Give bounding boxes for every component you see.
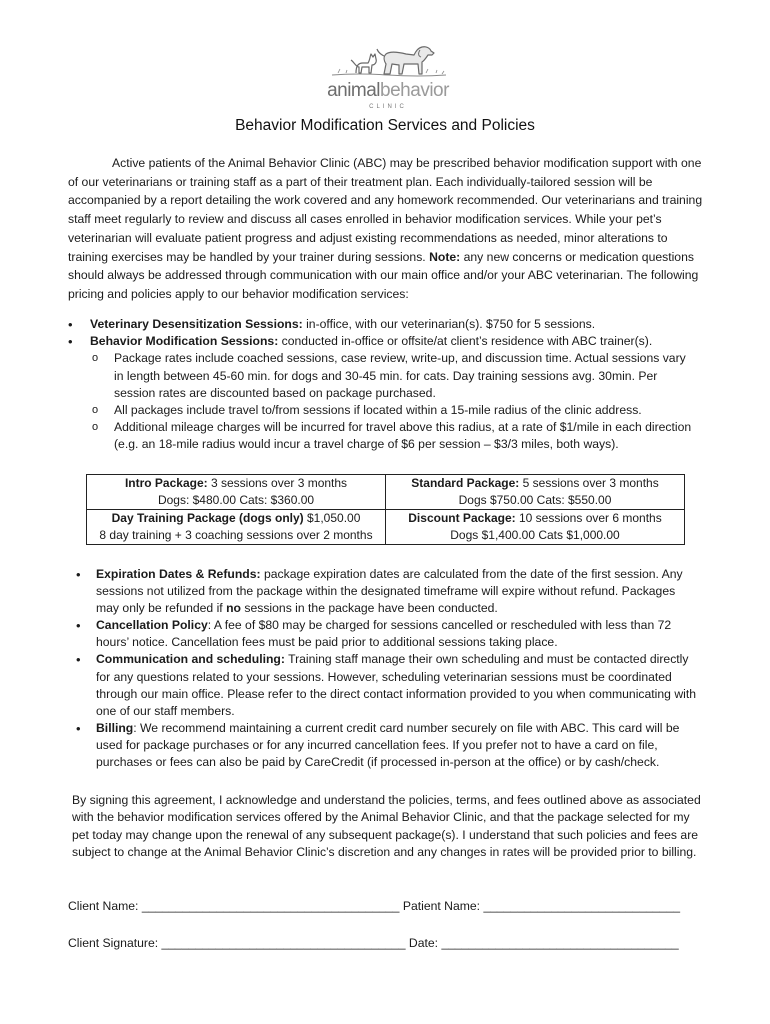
intro-paragraph: Active patients of the Animal Behavior Clinic (ABC) may be prescribed behavior modification support with one of our veterinarians or training staff as a part of their treatment plan. Each individually-tailored session will be accompanied by a report detailing the work covered and any homework recommended. Our veterinarians and training staff meet regularly to review and discuss all cases enrolled in behavior modification services. While your pet’s veterinarian will evaluate patient progress and adjust existing recommendations as needed, minor alterations to training exercises may be handled by your trainer during sessions. Note: any new concerns or medication questions should always be addressed through communication with our main office and/or your ABC veterinarian. The following pricing and policies apply to our behavior modification services:	[68, 156, 703, 301]
list-item: o Package rates include coached sessions, case review, write-up, and discussion time. Actual sessions vary in length between 45-60 min. for dogs and 30-45 min. for cats. Day training sessions avg. 30min. Per session rates are discounted based on package purchased.	[90, 350, 698, 402]
list-item: • Billing: We recommend maintaining a current credit card number securely on file with ABC. This card will be used for package purchases or for any incurred cancellation fees. If you prefer not to have a card on file, purchases or fees can also be paid by CareCredit (if processed in-person at the office) or by cash/check.	[76, 720, 701, 771]
table-row	[87, 475, 685, 510]
logo-subtitle: CLINIC	[369, 104, 407, 110]
client-signature-field[interactable]: ____________________________________	[161, 936, 406, 950]
dog-and-cat-icon	[318, 42, 458, 82]
agreement-paragraph: By signing this agreement, I acknowledge and understand the policies, terms, and fees outlined above as associated with the behavior modification services offered by the Animal Behavior Clinic, and that the package selected for my pet today may change upon the renewal of any subsequent package(s). I understand that such policies and fees are subject to change at the Animal Behavior Clinic’s discretion and any changes in rates will be provided prior to billing.	[72, 793, 701, 860]
services-list	[68, 316, 698, 454]
list-item: • Expiration Dates & Refunds: package expiration dates are calculated from the date of the first session. Any sessions not utilized from the package within the designated timeframe will expire without refund. Packages may only be refunded if no sessions in the package have been conducted.	[76, 566, 701, 617]
standard-package-cell: Standard Package: 5 sessions over 3 months Dogs $750.00 Cats: $550.00	[386, 475, 685, 510]
list-item: • Behavior Modification Sessions: conducted in-office or offsite/at client’s residence with ABC trainer(s). o Package rates include coached sessions, case review, write-up, and discussion time. Actual sessions vary in length between 45-60 min. for dogs and 30-45 min. for cats. Day training sessions avg. 30min. Per session rates are discounted based on package purchased. o All packages include travel to/from sessions if located within a 15-mile radius of the clinic address. o Additional mileage charges will be incurred for travel above this radius, at a rate of $1/mile in each direction (e.g. an 18-mile radius would incur a travel charge of $6 per session – $3/3 miles, both ways).	[68, 333, 698, 453]
client-name-row	[68, 899, 680, 913]
clinic-logo	[318, 42, 458, 114]
date-field[interactable]: ___________________________________	[441, 936, 679, 950]
discount-package-cell: Discount Package: 10 sessions over 6 months Dogs $1,400.00 Cats $1,000.00	[386, 510, 685, 545]
page-title: Behavior Modification Services and Policies	[235, 117, 535, 134]
table-row	[87, 510, 685, 545]
list-item: • Cancellation Policy: A fee of $80 may be charged for sessions cancelled or rescheduled with less than 72 hours’ notice. Cancellation fees must be paid prior to additional sessions taking place.	[76, 617, 701, 651]
date-label: Date:	[408, 936, 439, 950]
list-item: o All packages include travel to/from sessions if located within a 15-mile radius of the clinic address.	[90, 402, 698, 419]
client-signature-row	[68, 936, 679, 950]
logo-wordmark: animalbehavior	[327, 80, 449, 101]
day-training-package-cell: Day Training Package (dogs only) $1,050.00 8 day training + 3 coaching sessions over 2 months	[87, 510, 386, 545]
policies-list	[76, 566, 701, 771]
client-name-label: Client Name:	[68, 899, 139, 913]
client-name-field[interactable]: ______________________________________	[141, 899, 400, 913]
package-pricing-table	[86, 474, 685, 545]
session-details-list	[90, 350, 698, 453]
patient-name-label: Patient Name:	[402, 899, 481, 913]
list-item: o Additional mileage charges will be incurred for travel above this radius, at a rate of $1/mile in each direction (e.g. an 18-mile radius would incur a travel charge of $6 per session – $3/3 miles, both ways).	[90, 419, 698, 453]
client-signature-label: Client Signature:	[68, 936, 159, 950]
patient-name-field[interactable]: _____________________________	[483, 899, 681, 913]
intro-package-cell: Intro Package: 3 sessions over 3 months Dogs: $480.00 Cats: $360.00	[87, 475, 386, 510]
list-item: • Veterinary Desensitization Sessions: in-office, with our veterinarian(s). $750 for 5 sessions.	[68, 316, 698, 333]
list-item: • Communication and scheduling: Training staff manage their own scheduling and must be contacted directly for any questions related to your sessions. However, scheduling veterinarian sessions must be coordinated through our main office. Please refer to the direct contact information provided to you when communicating with one of our staff members.	[76, 651, 701, 719]
